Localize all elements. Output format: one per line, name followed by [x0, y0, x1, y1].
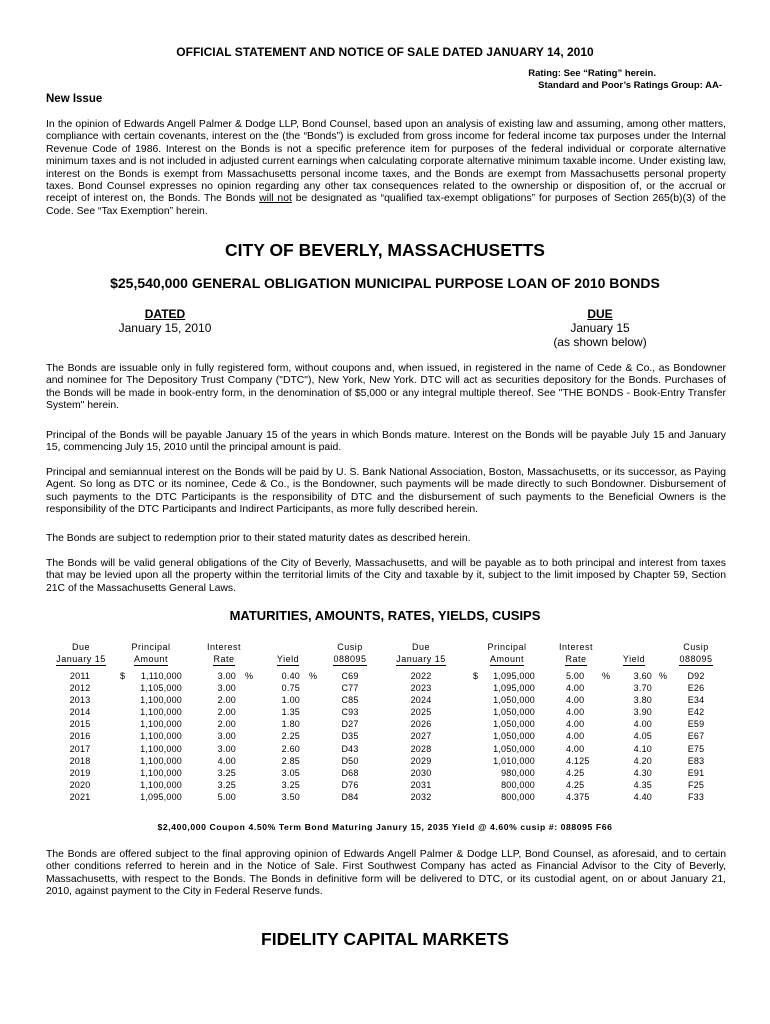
table-cell: 3.25 — [281, 779, 300, 790]
opinion-underlined-text: will not — [259, 193, 292, 205]
table-cell: 2.60 — [281, 743, 300, 754]
new-issue-label: New Issue — [46, 93, 103, 105]
table-cell: 0.75 — [281, 683, 300, 694]
table-cell: 1,100,000 — [140, 719, 182, 730]
table-cell: 4.00 — [566, 743, 585, 754]
header-cusip-line1: Cusip — [683, 642, 709, 652]
table-cell: 2030 — [410, 767, 432, 778]
table-cell: 800,000 — [501, 791, 535, 802]
table-cell: 2031 — [410, 779, 432, 790]
left-yield-column — [270, 670, 300, 803]
table-cell: D68 — [341, 767, 359, 778]
table-cell: C69 — [341, 671, 359, 681]
table-cell: 3.25 — [217, 767, 236, 778]
redemption-paragraph: The Bonds are subject to redemption prior to their stated maturity dates as described herein. — [46, 533, 471, 544]
header-due-left — [50, 641, 112, 666]
dated-value: January 15, 2010 — [118, 321, 212, 335]
header-interest-line2: Rate — [213, 654, 235, 664]
right-dollar-sign: $ — [473, 671, 479, 681]
table-cell: E34 — [687, 695, 705, 706]
rating-line-1: Rating: See “Rating” herein. — [528, 68, 656, 79]
table-cell: 2014 — [69, 707, 91, 718]
table-cell: 1,105,000 — [140, 683, 182, 694]
right-yield-column — [622, 670, 652, 803]
table-cell: F33 — [687, 791, 705, 802]
header-cusip-line2: 088095 — [679, 654, 713, 664]
left-dollar-sign: $ — [120, 671, 126, 681]
dated-block — [80, 307, 250, 335]
book-entry-paragraph: The Bonds are issuable only in fully registered form, without coupons and, when issued, in registered in the name of Cede & Co., as Bondowner and nominee for The Depository Trust Company ("DTC"), New York, New York. DTC will act as securities depository for the Bonds. Purchases of the Bonds will be made in book-entry form, in the denomination of $5,000 or any integral multiple thereof. See "THE BONDS - Book-Entry Transfer System" herein. — [46, 363, 726, 412]
header-yield-right — [614, 641, 654, 666]
header-principal-left — [118, 641, 184, 666]
table-cell: E59 — [687, 719, 705, 730]
header-principal-right — [474, 641, 540, 666]
table-cell: 3.00 — [217, 731, 236, 742]
underwriter-name: FIDELITY CAPITAL MARKETS — [261, 929, 509, 949]
table-cell: 5.00 — [566, 671, 585, 681]
table-cell: 2023 — [410, 683, 432, 694]
table-cell: 4.25 — [566, 779, 585, 790]
table-cell: 3.60 — [633, 671, 652, 681]
header-interest-right — [552, 641, 600, 666]
header-yield-left — [268, 641, 308, 666]
table-cell: 2011 — [69, 671, 91, 681]
header-due-line1: Due — [71, 642, 90, 652]
table-cell: D92 — [687, 671, 705, 681]
table-cell: 4.00 — [566, 719, 585, 730]
table-cell: 1,095,000 — [493, 683, 535, 694]
table-cell: 1,050,000 — [493, 743, 535, 754]
table-cell: 1,050,000 — [493, 695, 535, 706]
table-cell: 1,095,000 — [140, 791, 182, 802]
table-cell: D27 — [341, 719, 359, 730]
table-cell: 4.375 — [566, 791, 590, 802]
security-paragraph: The Bonds will be valid general obligations of the City of Beverly, Massachusetts, and will be payable as to both principal and interest from taxes that may be levied upon all the property within the territorial limits of the City and taxable by it, subject to the limit imposed by Chapter 59, Section 21C of the Massachusetts General Laws. — [46, 558, 726, 594]
table-cell: D43 — [341, 743, 359, 754]
table-cell: D76 — [341, 779, 359, 790]
rating-block — [528, 68, 722, 91]
due-note: (as shown below) — [553, 335, 647, 349]
right-rate-column — [566, 670, 606, 803]
table-cell: 3.80 — [633, 695, 652, 706]
table-cell: E75 — [687, 743, 705, 754]
table-cell: E91 — [687, 767, 705, 778]
header-interest-line1: Interest — [558, 642, 593, 652]
table-cell: 2021 — [69, 791, 91, 802]
header-due-line2: January 15 — [56, 654, 106, 664]
table-cell: D84 — [341, 791, 359, 802]
table-cell: C77 — [341, 683, 359, 694]
table-cell: 2025 — [410, 707, 432, 718]
header-principal-line2: Amount — [133, 654, 169, 664]
header-yield-line2: Yield — [622, 654, 646, 664]
table-cell: 4.00 — [566, 731, 585, 742]
table-cell: 1,095,000 — [493, 671, 535, 681]
header-due-line2: January 15 — [396, 654, 446, 664]
table-cell: 3.05 — [281, 767, 300, 778]
table-cell: 980,000 — [501, 767, 535, 778]
header-cusip-line1: Cusip — [337, 642, 363, 652]
left-amount-column — [128, 670, 182, 803]
right-yield-percent: % — [659, 671, 668, 681]
table-cell: C85 — [341, 695, 359, 706]
table-cell: 1.00 — [281, 695, 300, 706]
left-rate-percent: % — [245, 671, 254, 681]
right-amount-column — [481, 670, 535, 803]
table-cell: 2016 — [69, 731, 91, 742]
header-due-line1: Due — [411, 642, 430, 652]
left-cusip-column — [330, 670, 370, 803]
left-year-column — [60, 670, 100, 803]
table-cell: 3.50 — [281, 791, 300, 802]
table-cell: 2.85 — [281, 755, 300, 766]
table-cell: 4.00 — [566, 695, 585, 706]
table-cell: 4.125 — [566, 755, 590, 766]
due-label: DUE — [587, 307, 613, 321]
table-cell: 0.40 — [281, 671, 300, 681]
header-cusip-left — [328, 641, 372, 666]
table-cell: 3.25 — [217, 779, 236, 790]
table-cell: 2022 — [410, 671, 432, 681]
table-cell: 2019 — [69, 767, 91, 778]
header-interest-line1: Interest — [206, 642, 241, 652]
due-value: January 15 — [570, 321, 630, 335]
table-cell: 1,100,000 — [140, 695, 182, 706]
table-cell: 4.35 — [633, 779, 652, 790]
table-cell: E42 — [687, 707, 705, 718]
header-cusip-right — [674, 641, 718, 666]
header-interest-line2: Rate — [565, 654, 587, 664]
table-cell: 4.20 — [633, 755, 652, 766]
issuer-title: CITY OF BEVERLY, MASSACHUSETTS — [225, 240, 545, 260]
table-cell: 4.10 — [633, 743, 652, 754]
table-cell: 4.30 — [633, 767, 652, 778]
table-cell: 1,050,000 — [493, 719, 535, 730]
table-cell: 2017 — [69, 743, 91, 754]
opinion-text: In the opinion of Edwards Angell Palmer & Dodge LLP, Bond Counsel, based upon an analysis of existing law and assuming, among other matters, compliance with certain covenants, interest on the (the “Bonds”) is excluded from gross income for federal income tax purposes under the Internal Revenue Code of 1986. Interest on the Bonds is not a specific preference item for purposes of the federal individual or corporate alternative minimum taxes and is not included in adjusted current earnings when calculating corporate alternative minimum taxable income. Under existing law, interest on the Bonds is exempt from Massachusetts personal income taxes, and the Bonds are exempt from Massachusetts personal property taxes. Bond Counsel expresses no opinion regarding any other tax consequences related to the ownership or disposition of, or the accrual or receipt of interest on, the Bonds. The Bonds — [46, 119, 726, 205]
table-cell: 2027 — [410, 731, 432, 742]
table-cell: 1,050,000 — [493, 731, 535, 742]
table-cell: 2.00 — [217, 719, 236, 730]
right-rate-percent: % — [602, 671, 611, 681]
table-cell: 4.40 — [633, 791, 652, 802]
table-cell: E67 — [687, 731, 705, 742]
opinion-text-end: be designated as “qualified tax-exempt obligations” for purposes of Section 265(b)(3) of the Code. See “Tax Exemption” herein. — [46, 193, 727, 217]
table-cell: 1,050,000 — [493, 707, 535, 718]
table-cell: E26 — [687, 683, 705, 694]
header-interest-left — [200, 641, 248, 666]
term-bond-line: $2,400,000 Coupon 4.50% Term Bond Maturing Janury 15, 2035 Yield @ 4.60% cusip #: 088095 F66 — [157, 822, 613, 832]
table-cell: 2012 — [69, 683, 91, 694]
principal-paragraph: Principal of the Bonds will be payable January 15 of the years in which Bonds mature. Interest on the Bonds will be payable July 15 and January 15, commencing July 15, 2010 until the principal amount is paid. — [46, 430, 726, 454]
table-cell: 2028 — [410, 743, 432, 754]
bond-issue-title: $25,540,000 GENERAL OBLIGATION MUNICIPAL PURPOSE LOAN OF 2010 BONDS — [110, 275, 660, 291]
table-cell: 3.70 — [633, 683, 652, 694]
statement-heading: OFFICIAL STATEMENT AND NOTICE OF SALE DATED JANUARY 14, 2010 — [176, 45, 594, 59]
table-cell: 2.25 — [281, 731, 300, 742]
table-cell: 2018 — [69, 755, 91, 766]
table-cell: 4.00 — [217, 755, 236, 766]
table-cell: 2020 — [69, 779, 91, 790]
table-cell: 2026 — [410, 719, 432, 730]
table-cell: 1.35 — [281, 707, 300, 718]
table-cell: 1,100,000 — [140, 707, 182, 718]
table-cell: 4.00 — [633, 719, 652, 730]
table-cell: 3.90 — [633, 707, 652, 718]
table-cell: 1,100,000 — [140, 755, 182, 766]
table-cell: C93 — [341, 707, 359, 718]
table-cell: 800,000 — [501, 779, 535, 790]
table-cell: 2032 — [410, 791, 432, 802]
table-cell: 4.00 — [566, 683, 585, 694]
header-due-right — [390, 641, 452, 666]
table-cell: 1,110,000 — [140, 671, 182, 681]
table-cell: 1,100,000 — [140, 743, 182, 754]
header-yield-line2: Yield — [276, 654, 300, 664]
table-cell: 1,100,000 — [140, 767, 182, 778]
paying-agent-paragraph: Principal and semiannual interest on the Bonds will be paid by U. S. Bank National Association, Boston, Massachusetts, or its successor, as Paying Agent. So long as DTC or its nominee, Cede & Co., is the Bondowner, such payments will be made directly to such Bondowner. Disbursement of such payments to the DTC Participants is the responsibility of DTC and the disbursement of such payments to the Beneficial Owners is the responsibility of the DTC Participants and Indirect Participants, as more fully described herein. — [46, 467, 726, 516]
table-cell: 2024 — [410, 695, 432, 706]
table-cell: 1,010,000 — [493, 755, 535, 766]
table-cell: E83 — [687, 755, 705, 766]
tax-opinion-paragraph — [46, 119, 726, 218]
table-cell: 4.00 — [566, 707, 585, 718]
table-cell: 4.05 — [633, 731, 652, 742]
table-cell: 2013 — [69, 695, 91, 706]
table-cell: 2015 — [69, 719, 91, 730]
left-rate-column — [206, 670, 236, 803]
table-cell: 3.00 — [217, 671, 236, 681]
table-cell: 1,100,000 — [140, 779, 182, 790]
table-cell: 3.00 — [217, 743, 236, 754]
rating-line-2: Standard and Poor’s Ratings Group: AA- — [538, 79, 722, 91]
table-cell: 3.00 — [217, 683, 236, 694]
table-cell: D50 — [341, 755, 359, 766]
dated-label: DATED — [144, 307, 186, 321]
table-cell: 1.80 — [281, 719, 300, 730]
closing-paragraph: The Bonds are offered subject to the final approving opinion of Edwards Angell Palmer & Dodge LLP, Bond Counsel, as aforesaid, and to certain other conditions referred to herein and in the Notice of Sale. First Southwest Company has acted as Financial Advisor to the City of Beverly, Massachusetts, with respect to the Bonds. The Bonds in definitive form will be delivered to DTC, or its custodial agent, on or about January 21, 2010, against payment to the City in Federal Reserve funds. — [46, 849, 726, 898]
table-cell: 5.00 — [217, 791, 236, 802]
maturities-title: MATURITIES, AMOUNTS, RATES, YIELDS, CUSIPS — [229, 608, 541, 623]
table-cell: F25 — [687, 779, 705, 790]
table-cell: 2.00 — [217, 695, 236, 706]
right-year-column — [401, 670, 441, 803]
right-cusip-column — [676, 670, 716, 803]
table-cell: 2.00 — [217, 707, 236, 718]
table-cell: 1,100,000 — [140, 731, 182, 742]
table-cell: 4.25 — [566, 767, 585, 778]
header-principal-line1: Principal — [131, 642, 171, 652]
due-block — [520, 307, 680, 349]
header-principal-line1: Principal — [487, 642, 527, 652]
table-cell: D35 — [341, 731, 359, 742]
table-cell: 2029 — [410, 755, 432, 766]
header-cusip-line2: 088095 — [333, 654, 367, 664]
header-principal-line2: Amount — [489, 654, 525, 664]
left-yield-percent: % — [309, 671, 318, 681]
